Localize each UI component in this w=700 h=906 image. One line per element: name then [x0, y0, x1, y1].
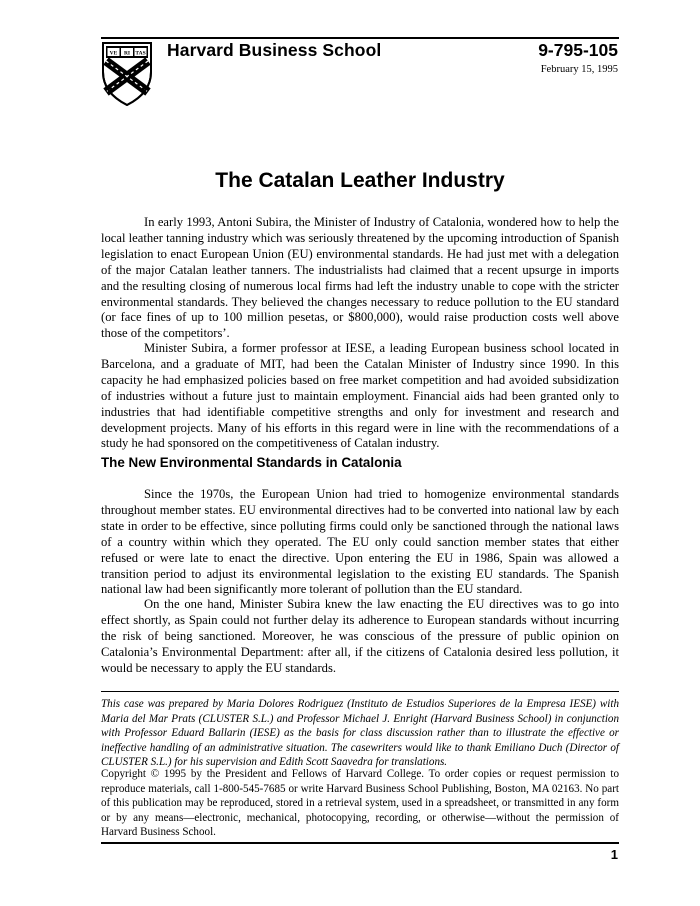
header-rule: [101, 37, 619, 39]
section-heading: The New Environmental Standards in Catalonia: [101, 455, 402, 470]
paragraph-minister: Minister Subira, a former professor at IESE, a leading European business school located in Barcelona, and a graduate of MIT, had been the Catalan Minister of Industry since 1990. In this capacity he had emphasized policies based on free market competition and had avoided subsidization of industries without a future just to maintain employment. Financial aids had been granted only to industries that had identifiable competitive strengths and only for investment and research and development projects. Many of his efforts in this regard were in line with the recommendations of a study he had sponsored on the competitiveness of Catalan industry.: [101, 341, 619, 451]
harvard-shield-icon: [102, 42, 152, 106]
logo-book-1: VE: [109, 50, 118, 57]
footnote-rule: [101, 691, 619, 692]
logo-book-2: RI: [123, 50, 131, 57]
logo-book-3: TAS: [135, 50, 146, 57]
case-preparation-note: This case was prepared by Maria Dolores Rodriguez (Instituto de Estudios Superiores de la Empresa IESE) with Maria del Mar Prats (CLUSTER S.L.) and Professor Michael J. Enright (Harvard Business School) in conjunction with Professor Eduard Ballarin (IESE) as the basis for class discussion rather than to illustrate the effective or ineffective handling of an administrative situation. The casewriters would like to thank Emiliano Duch (Director of CLUSTER S.L.) for his supervision and Edith Scott Saavedra for translations.: [101, 698, 619, 769]
paragraph-enactment: On the one hand, Minister Subira knew the law enacting the EU directives was to go into effect shortly, as Spain could not further delay its adherence to European standards without incurring the risk of being sanctioned. Moreover, he was conscious of the pressure of public opinion on Catalonia’s Environmental Department: after all, if the citizens of Catalonia desired less pollution, it would be necessary to apply the EU standards.: [101, 597, 619, 675]
paragraph-eu-standards: Since the 1970s, the European Union had tried to homogenize environmental standards throughout member states. EU environmental directives had to be converted into national law by each state in order to be effective, since polluting firms could only be sanctioned through the national laws of a country within which they operated. The EU only could sanction member states that either refused or were late to enact the directive. Upon entering the EU in 1986, Spain was allowed a transition period to adjust its environmental legislation to the existing EU standards. The Spanish national law had been significantly more tolerant of pollution than the EU standard.: [101, 487, 619, 597]
case-date: February 15, 1995: [540, 64, 618, 75]
page-number: 1: [610, 847, 618, 862]
footer-rule: [101, 842, 619, 844]
case-number: 9-795-105: [538, 40, 618, 60]
copyright-notice: Copyright © 1995 by the President and Fellows of Harvard College. To order copies or request permission to reproduce materials, call 1-800-545-7685 or write Harvard Business School Publishing, Boston, MA 02163. No part of this publication may be reproduced, stored in a retrieval system, used in a spreadsheet, or transmitted in any form or by any means—electronic, mechanical, photocopying, recording, or otherwise—without the permission of Harvard Business School.: [101, 768, 619, 839]
document-title: The Catalan Leather Industry: [215, 169, 505, 192]
paragraph-intro: In early 1993, Antoni Subira, the Minister of Industry of Catalonia, wondered how to help the local leather tanning industry which was seriously threatened by the upcoming introduction of Spanish legislation to enact European Union (EU) environmental standards. He had just met with a delegation of the major Catalan leather tanners. The industrialists had claimed that a recent upsurge in imports and the resulting closing of numerous local firms had left the industry unable to cope with the stricter environmental standards. They believed the changes necessary to reduce pollution to the EU standard (or face fines of up to 100 million pesetas, or $800,000), would raise production costs well above those of the competitors’.: [101, 215, 619, 341]
school-name: Harvard Business School: [167, 40, 382, 60]
